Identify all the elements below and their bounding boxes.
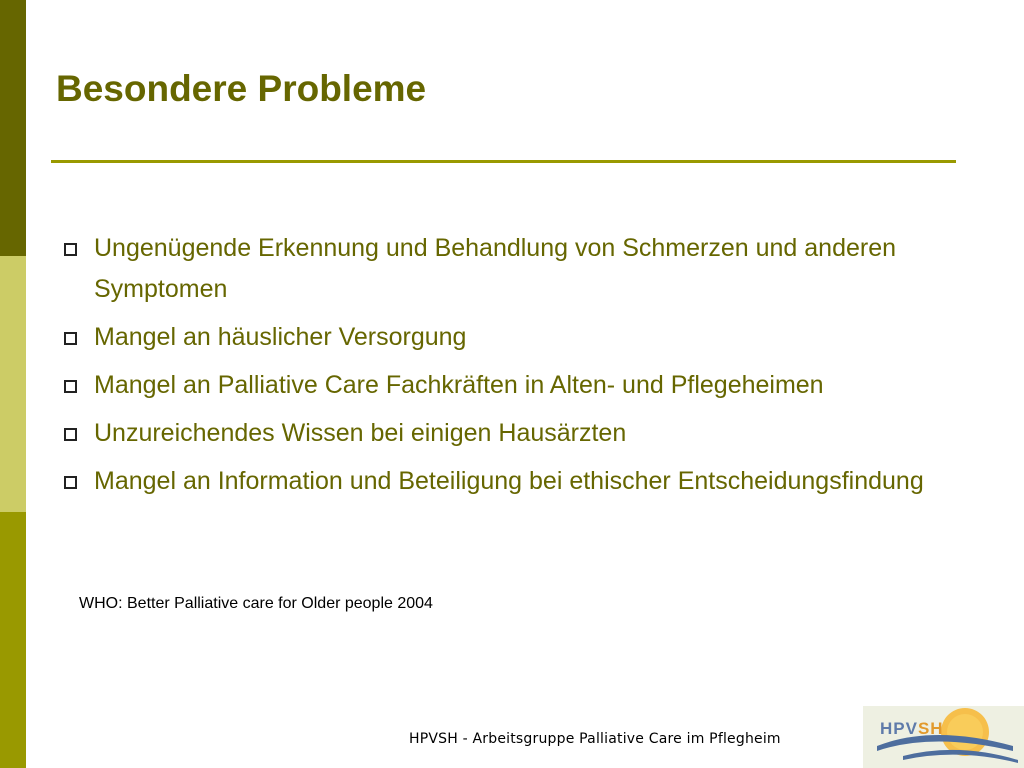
bullet-item <box>62 413 942 454</box>
bullet-item <box>62 461 942 502</box>
square-bullet-icon <box>64 428 77 441</box>
slide-footer: HPVSH - Arbeitsgruppe Palliative Care im Pflegheim <box>409 731 781 747</box>
bullet-item <box>62 365 942 406</box>
bullet-text: Mangel an häuslicher Versorgung <box>94 323 467 351</box>
bullet-text: Mangel an Palliative Care Fachkräften in Alten- und Pflegeheimen <box>94 371 824 399</box>
logo-text-hpv: HPV <box>880 719 918 738</box>
logo-text-sh: SH <box>917 719 944 738</box>
title-underline <box>51 160 956 163</box>
bullet-text: Mangel an Information und Beteiligung bei ethischer Entscheidungsfindung <box>94 467 924 495</box>
logo-text <box>880 719 944 739</box>
square-bullet-icon <box>64 380 77 393</box>
hpvsh-logo <box>863 706 1024 768</box>
square-bullet-icon <box>64 243 77 256</box>
bullet-list <box>62 228 942 509</box>
accent-bar-segment-light <box>0 256 26 512</box>
square-bullet-icon <box>64 332 77 345</box>
source-citation: WHO: Better Palliative care for Older people 2004 <box>79 595 433 612</box>
square-bullet-icon <box>64 476 77 489</box>
slide-title: Besondere Probleme <box>56 68 427 109</box>
left-accent-bar <box>0 0 26 768</box>
accent-bar-segment-dark <box>0 0 26 256</box>
bullet-text: Unzureichendes Wissen bei einigen Hausärzten <box>94 419 627 447</box>
bullet-text: Ungenügende Erkennung und Behandlung von Schmerzen und anderen Symptomen <box>94 234 897 303</box>
accent-bar-segment-mid <box>0 512 26 768</box>
bullet-item <box>62 228 942 310</box>
bullet-item <box>62 317 942 358</box>
